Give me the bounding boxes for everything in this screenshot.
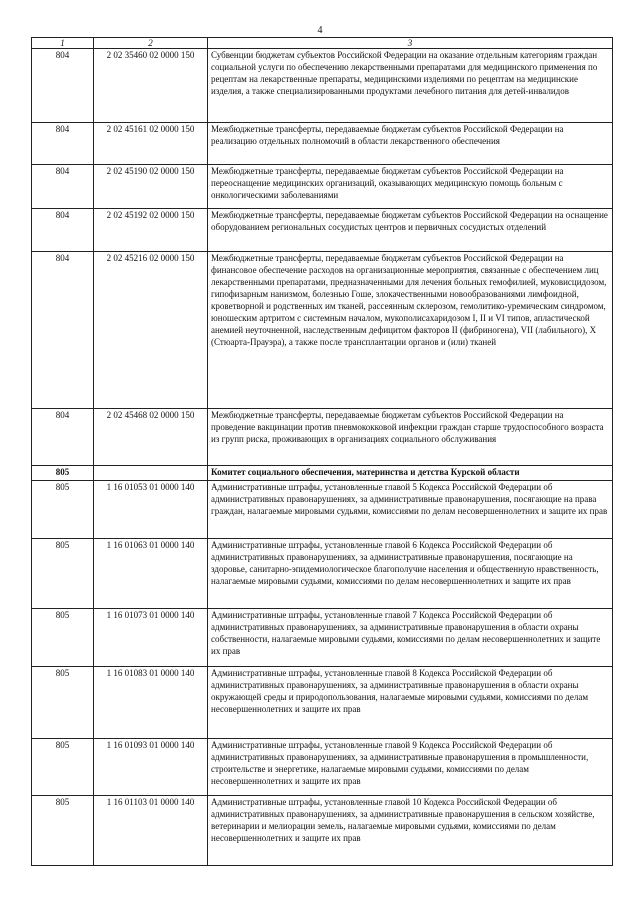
budget-code-cell: 2 02 45216 02 0000 150 — [94, 252, 208, 409]
table-row — [32, 252, 613, 409]
budget-code-cell: 1 16 01063 01 0000 140 — [94, 538, 208, 608]
admin-code-cell: 804 — [32, 409, 94, 466]
table-row — [32, 49, 613, 123]
budget-code-cell: 2 02 45192 02 0000 150 — [94, 209, 208, 252]
budget-code-cell: 2 02 45468 02 0000 150 — [94, 409, 208, 466]
description-cell: Административные штрафы, установленные главой 6 Кодекса Российской Федерации об административных правонарушениях, за административные правонарушения, посягающие на здоровье, санитарно-эпидемиологическое благополучие населения и общественную нравственность, налагаемые мировыми судьями, комиссиями по делам несовершеннолетних и защите их прав — [208, 538, 613, 608]
description-cell: Административные штрафы, установленные главой 8 Кодекса Российской Федерации об административных правонарушениях, за административные правонарушения в области охраны окружающей среды и природопользования, налагаемые мировыми судьями, комиссиями по делам несовершеннолетних и защите их прав — [208, 666, 613, 738]
table-row — [32, 409, 613, 466]
table-row — [32, 480, 613, 538]
budget-code-cell: 1 16 01053 01 0000 140 — [94, 480, 208, 538]
admin-code-cell: 804 — [32, 165, 94, 209]
table-row — [32, 209, 613, 252]
admin-code-cell: 805 — [32, 466, 94, 481]
budget-classification-table — [31, 37, 613, 866]
budget-code-cell: 1 16 01103 01 0000 140 — [94, 795, 208, 865]
admin-code-cell: 804 — [32, 49, 94, 123]
admin-code-cell: 804 — [32, 252, 94, 409]
description-cell: Административные штрафы, установленные главой 10 Кодекса Российской Федерации об административных правонарушениях, за административные правонарушения в сельском хозяйстве, ветеринарии и мелиорации земель, налагаемые мировыми судьями, комиссиями по делам несовершеннолетних и защите их прав — [208, 795, 613, 865]
budget-code-cell — [94, 466, 208, 481]
table-body — [32, 49, 613, 866]
admin-code-cell: 805 — [32, 738, 94, 795]
page-number: 4 — [317, 25, 323, 36]
table-row — [32, 123, 613, 165]
description-cell: Административные штрафы, установленные главой 9 Кодекса Российской Федерации об административных правонарушениях, за административные правонарушения в промышленности, строительстве и энергетике, налагаемые мировыми судьями, комиссиями по делам несовершеннолетних и защите их прав — [208, 738, 613, 795]
description-cell: Межбюджетные трансферты, передаваемые бюджетам субъектов Российской Федерации на финансовое обеспечение расходов на организационные мероприятия, связанные с обеспечением лиц лекарственными препаратами, предназначенными для лечения больных гемофилией, муковисцидозом, гипофизарным нанизмом, болезнью Гоше, злокачественными новообразованиями лимфоидной, кроветворной и родственных им тканей, рассеянным склерозом, гемолитико-уремическим синдромом, юношеским артритом с системным началом, мукополисахаридозом I, II и VI типов, апластической анемией неуточненной, наследственным дефицитом факторов II (фибриногена), VII (лабильного), X (Стюарта-Прауэра), а также после трансплантации органов и (или) тканей — [208, 252, 613, 409]
table-header-row — [32, 38, 613, 49]
table-row — [32, 738, 613, 795]
description-cell: Межбюджетные трансферты, передаваемые бюджетам субъектов Российской Федерации на переоснащение медицинских организаций, оказывающих медицинскую помощь больным с онкологическими заболеваниями — [208, 165, 613, 209]
table-row — [32, 538, 613, 608]
description-cell: Субвенции бюджетам субъектов Российской Федерации на оказание отдельным категориям граждан социальной услуги по обеспечению лекарственными препаратами для медицинского применения по рецептам на лекарственные препараты, медицинскими изделиями по рецептам на медицинские изделия, а также специализированными продуктами лечебного питания для детей-инвалидов — [208, 49, 613, 123]
column-header-2: 2 — [94, 38, 208, 49]
admin-code-cell: 805 — [32, 480, 94, 538]
description-cell: Административные штрафы, установленные главой 5 Кодекса Российской Федерации об административных правонарушениях, за административные правонарушения, посягающие на права граждан, налагаемые мировыми судьями, комиссиями по делам несовершеннолетних и защите их прав — [208, 480, 613, 538]
column-header-1: 1 — [32, 38, 94, 49]
table-row — [32, 795, 613, 865]
table-row — [32, 666, 613, 738]
table-row — [32, 165, 613, 209]
admin-code-cell: 805 — [32, 538, 94, 608]
budget-code-cell: 1 16 01083 01 0000 140 — [94, 666, 208, 738]
section-title-cell: Комитет социального обеспечения, материнства и детства Курской области — [208, 466, 613, 481]
section-header-row — [32, 466, 613, 481]
admin-code-cell: 805 — [32, 666, 94, 738]
description-cell: Межбюджетные трансферты, передаваемые бюджетам субъектов Российской Федерации на проведение вакцинации против пневмококковой инфекции граждан старше трудоспособного возраста из групп риска, проживающих в организациях социального обслуживания — [208, 409, 613, 466]
admin-code-cell: 805 — [32, 608, 94, 666]
admin-code-cell: 804 — [32, 209, 94, 252]
admin-code-cell: 805 — [32, 795, 94, 865]
column-header-3: 3 — [208, 38, 613, 49]
description-cell: Межбюджетные трансферты, передаваемые бюджетам субъектов Российской Федерации на реализацию отдельных полномочий в области лекарственного обеспечения — [208, 123, 613, 165]
description-cell: Административные штрафы, установленные главой 7 Кодекса Российской Федерации об административных правонарушениях, за административные правонарушения в области охраны собственности, налагаемые мировыми судьями, комиссиями по делам несовершеннолетних и защите их прав — [208, 608, 613, 666]
budget-code-cell: 2 02 35460 02 0000 150 — [94, 49, 208, 123]
budget-code-cell: 1 16 01093 01 0000 140 — [94, 738, 208, 795]
table-row — [32, 608, 613, 666]
budget-code-cell: 1 16 01073 01 0000 140 — [94, 608, 208, 666]
admin-code-cell: 804 — [32, 123, 94, 165]
description-cell: Межбюджетные трансферты, передаваемые бюджетам субъектов Российской Федерации на оснащение оборудованием региональных сосудистых центров и первичных сосудистых отделений — [208, 209, 613, 252]
budget-code-cell: 2 02 45190 02 0000 150 — [94, 165, 208, 209]
budget-code-cell: 2 02 45161 02 0000 150 — [94, 123, 208, 165]
